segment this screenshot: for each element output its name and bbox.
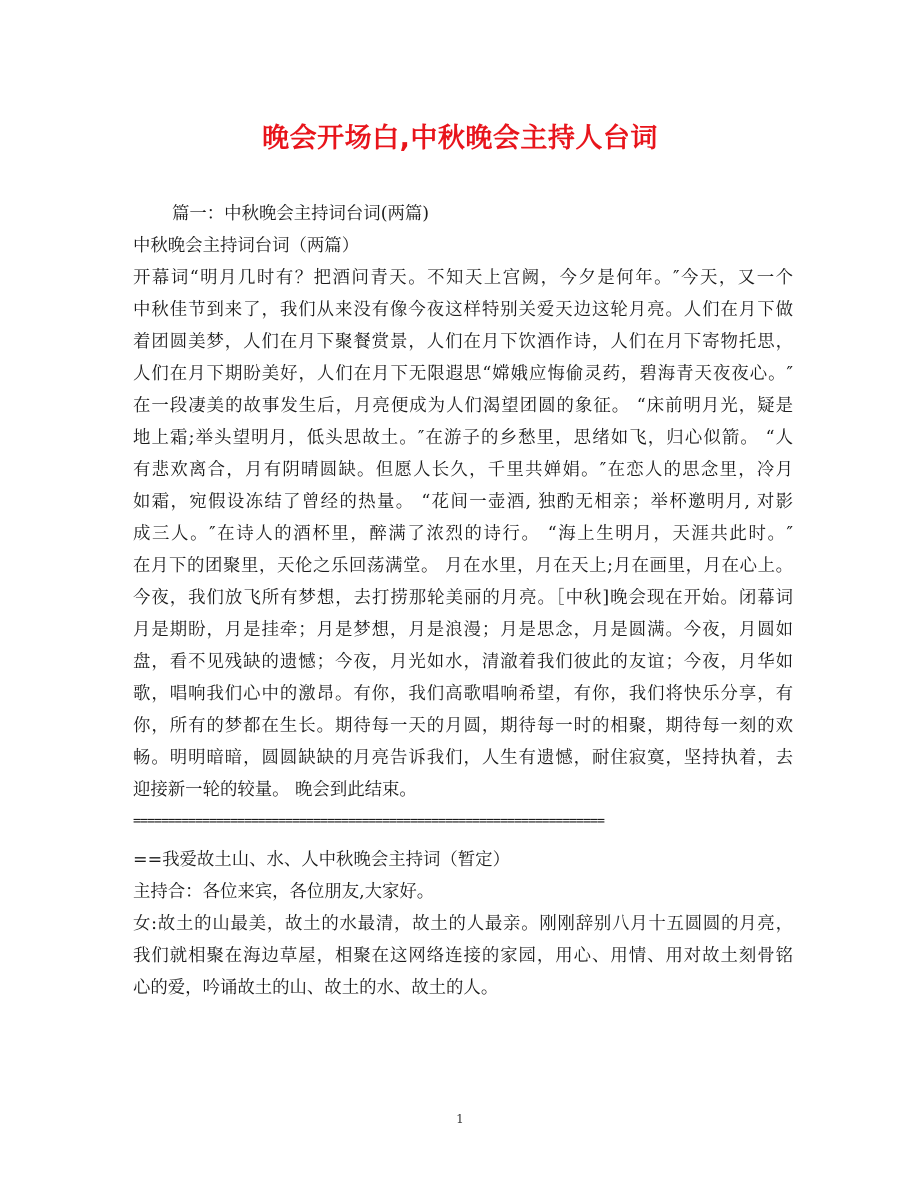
paragraph-line: 着团圆美梦，人们在月下聚餐赏景，人们在月下饮酒作诗，人们在月下寄物托思，	[133, 332, 793, 352]
section-heading-2: ==我爱故土山、水、人中秋晚会主持词（暂定）	[133, 850, 510, 870]
paragraph-line: 有悲欢离合，月有阴晴圆缺。但愿人长久，千里共婵娟。″在恋人的思念里，冷月	[133, 460, 793, 480]
document-title: 晚会开场白,中秋晚会主持人台词	[262, 123, 658, 154]
separator-line: ====================================================================	[133, 814, 605, 829]
subheading: 中秋晚会主持词台词（两篇）	[133, 236, 360, 256]
paragraph-line: 你，所有的梦都在生长。期待每一天的月圆，期待每一时的相聚，期待每一刻的欢	[133, 716, 793, 736]
paragraph-line: 畅。明明暗暗，圆圆缺缺的月亮告诉我们，人生有遗憾，耐住寂寞，坚持执着，去	[133, 748, 793, 768]
paragraph-line: 中秋佳节到来了，我们从来没有像今夜这样特别关爱天边这轮月亮。人们在月下做	[133, 300, 793, 320]
paragraph-line: 在月下的团聚里，天伦之乐回荡满堂。 月在水里，月在天上;月在画里，月在心上。	[133, 556, 793, 576]
paragraph-line: 歌，唱响我们心中的激昂。有你，我们高歌唱响希望，有你，我们将快乐分享，有	[133, 684, 793, 704]
paragraph-line: 盘，看不见残缺的遗憾；今夜，月光如水，清澈着我们彼此的友谊；今夜，月华如	[133, 652, 793, 672]
paragraph-line: 女:故土的山最美，故土的水最清，故土的人最亲。刚刚辞别八月十五圆圆的月亮，	[133, 914, 793, 934]
paragraph-line: 月是期盼，月是挂牵；月是梦想，月是浪漫；月是思念，月是圆满。今夜，月圆如	[133, 620, 793, 640]
section-heading: 篇一：中秋晚会主持词台词(两篇)	[172, 204, 430, 224]
paragraph-line: 如霜，宛假设冻结了曾经的热量。 “花间一壶酒, 独酌无相亲；举杯邀明月, 对影	[133, 492, 793, 512]
paragraph-line: 地上霜;举头望明月，低头思故土。″在游子的乡愁里，思绪如飞，归心似箭。 “人	[133, 428, 793, 448]
paragraph-line: 开幕词“明月几时有？把酒问青天。不知天上宫阙，今夕是何年。″今天，又一个	[133, 268, 793, 288]
paragraph-line: 在一段凄美的故事发生后，月亮便成为人们渴望团圆的象征。 “床前明月光，疑是	[133, 396, 793, 416]
paragraph-line: 我们就相聚在海边草屋，相聚在这网络连接的家园，用心、用情、用对故土刻骨铭	[133, 946, 793, 966]
document-body	[133, 198, 793, 1004]
paragraph-line: 迎接新一轮的较量。 晚会到此结束。	[133, 780, 417, 800]
page-number: 1	[456, 1112, 464, 1126]
paragraph-line: 心的爱，吟诵故土的山、故土的水、故土的人。	[133, 978, 499, 998]
paragraph-line: 今夜，我们放飞所有梦想，去打捞那轮美丽的月亮。［中秋]晚会现在开始。闭幕词	[133, 588, 793, 608]
paragraph-line: 成三人。″在诗人的酒杯里，醉满了浓烈的诗行。 “海上生明月，天涯共此时。″	[133, 524, 793, 544]
paragraph-line: 主持合：各位来宾，各位朋友,大家好。	[133, 882, 435, 902]
paragraph-line: 人们在月下期盼美好，人们在月下无限遐思“嫦娥应悔偷灵药，碧海青天夜夜心。″	[133, 364, 793, 384]
